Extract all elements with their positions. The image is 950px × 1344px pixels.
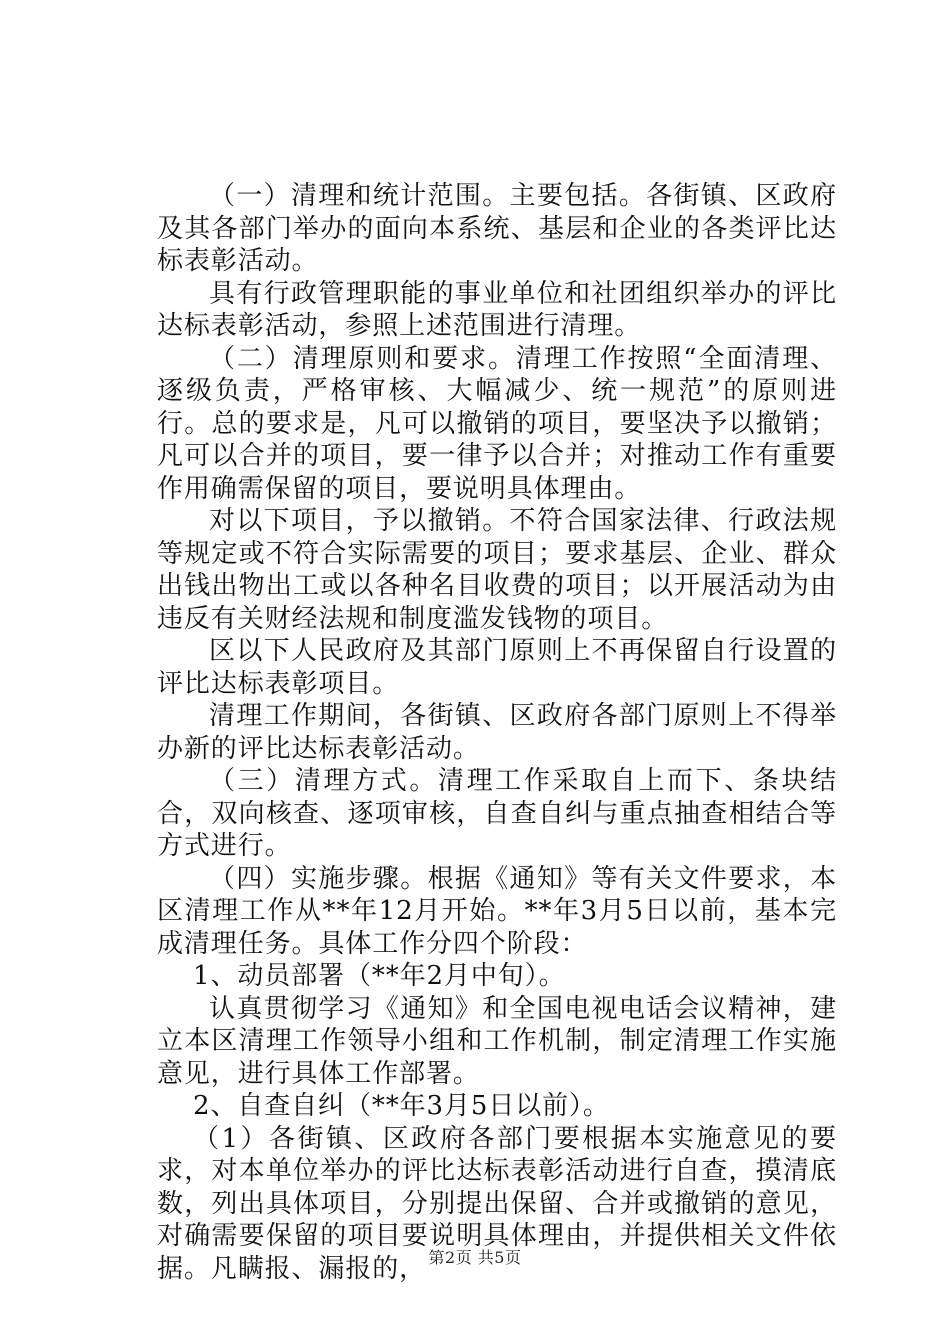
paragraph-revoke-items: 对以下项目，予以撤销。不符合国家法律、行政法规等规定或不符合实际需要的项目；要求基层、企业、群众出钱出物出工或以各种名目收费的项目；以开展活动为由违反有关财经法规和制度滥发钱物的项目。 xyxy=(157,506,837,634)
paragraph-cleanup-period: 清理工作期间，各街镇、区政府各部门原则上不得举办新的评比达标表彰活动。 xyxy=(157,701,837,764)
paragraph-step-2-detail: （1）各街镇、区政府各部门要根据本实施意见的要求，对本单位举办的评比达标表彰活动进行自查，摸清底数，列出具体项目，分别提出保留、合并或撤销的意见，对确需要保留的项目要说明具体理由，并提供相关文件依据。凡瞒报、漏报的， xyxy=(157,1123,837,1284)
paragraph-step-1-detail: 认真贯彻学习《通知》和全国电视电话会议精神，建立本区清理工作领导小组和工作机制，制定清理工作实施意见，进行具体工作部署。 xyxy=(157,993,837,1089)
paragraph-step-2: 2、自查自纠（**年3月5日以前）。 xyxy=(193,1091,610,1121)
paragraph-step-1: 1、动员部署（**年2月中旬）。 xyxy=(193,961,566,991)
document-body xyxy=(157,180,837,1285)
paragraph-scope: （一）清理和统计范围。主要包括。各街镇、区政府及其各部门举办的面向本系统、基层和企业的各类评比达标表彰活动。 xyxy=(157,181,837,276)
paragraph-method: （三）清理方式。清理工作采取自上而下、条块结合，双向核查、逐项审核，自查自纠与重点抽查相结合等方式进行。 xyxy=(157,766,837,861)
paragraph-principles: （二）清理原则和要求。清理工作按照“全面清理、逐级负责，严格审核、大幅减少、统一规范”的原则进行。总的要求是，凡可以撤销的项目，要坚决予以撤销；凡可以合并的项目，要一律予以合并；对推动工作有重要作用确需保留的项目，要说明具体理由。 xyxy=(157,343,837,504)
paragraph-institutions: 具有行政管理职能的事业单位和社团组织举办的评比达标表彰活动，参照上述范围进行清理。 xyxy=(157,278,837,341)
page-number-label: 第2页 共5页 xyxy=(428,1248,522,1267)
paragraph-district-below: 区以下人民政府及其部门原则上不再保留自行设置的评比达标表彰项目。 xyxy=(157,636,837,699)
paragraph-steps: （四）实施步骤。根据《通知》等有关文件要求，本区清理工作从**年12月开始。**年3月5日以前，基本完成清理任务。具体工作分四个阶段： xyxy=(157,863,837,959)
page-footer xyxy=(0,1245,950,1268)
